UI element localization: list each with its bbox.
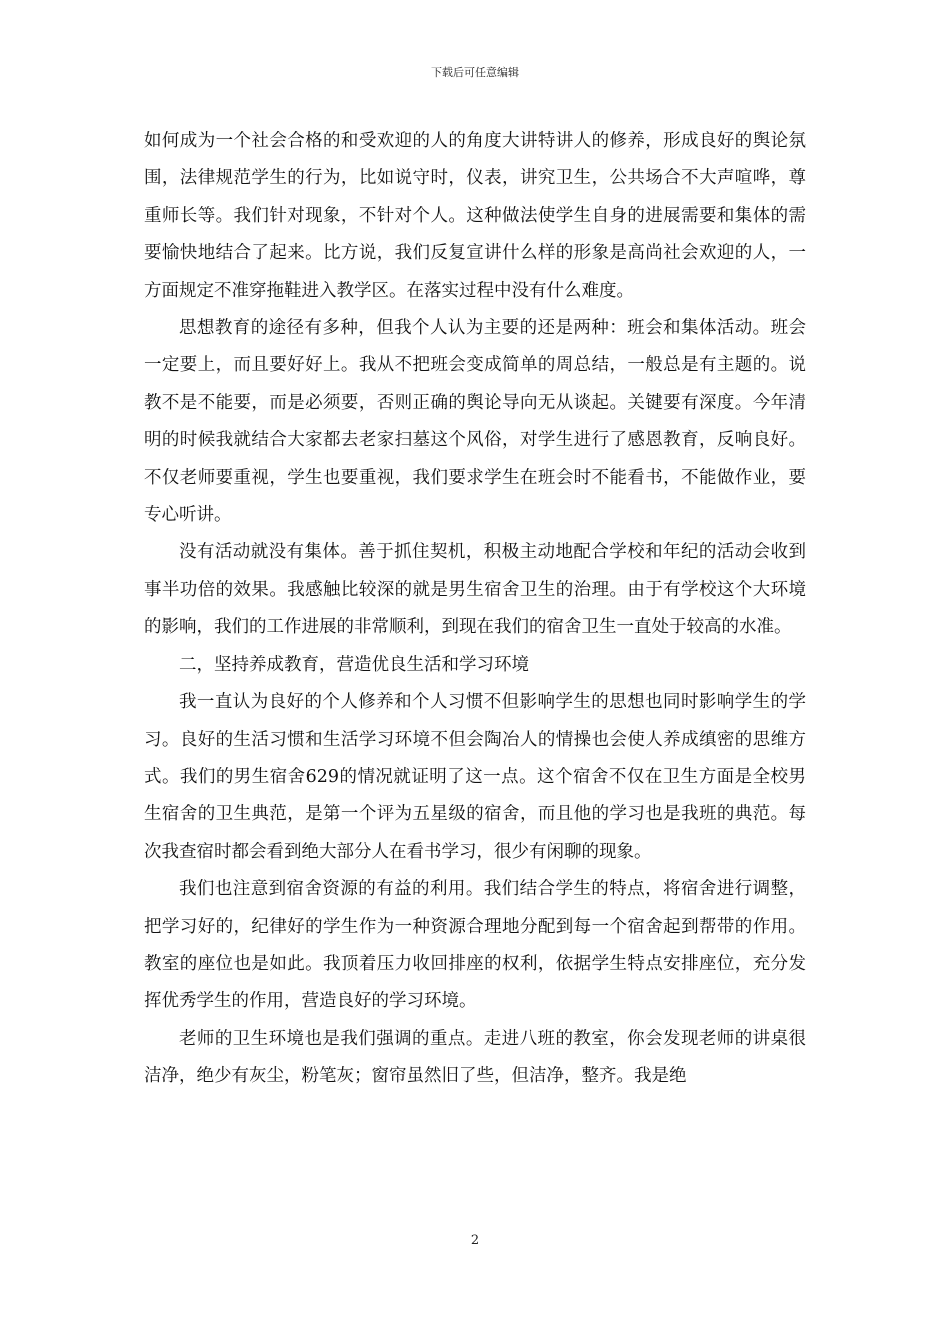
paragraph: 我一直认为良好的个人修养和个人习惯不但影响学生的思想也同时影响学生的学习。良好的生活习惯和生活学习环境不但会陶冶人的情操也会使人养成缜密的思维方式。我们的男生宿舍629的情况就证明了这一点。这个宿舍不仅在卫生方面是全校男生宿舍的卫生典范，是第一个评为五星级的宿舍，而且他的学习也是我班的典范。每次我查宿时都会看到绝大部分人在看书学习，很少有闲聊的现象。	[144, 692, 806, 862]
paragraph: 思想教育的途径有多种，但我个人认为主要的还是两种：班会和集体活动。班会一定要上，而且要好好上。我从不把班会变成简单的周总结，一般总是有主题的。说教不是不能要，而是必须要，否则正确的舆论导向无从谈起。关键要有深度。今年清明的时候我就结合大家都去老家扫墓这个风俗，对学生进行了感恩教育，反响良好。不仅老师要重视，学生也要重视，我们要求学生在班会时不能看书，不能做作业，要专心听讲。	[144, 318, 806, 526]
page-header: 下载后可任意编辑	[431, 66, 519, 79]
paragraph: 没有活动就没有集体。善于抓住契机，积极主动地配合学校和年纪的活动会收到事半功倍的效果。我感触比较深的就是男生宿舍卫生的治理。由于有学校这个大环境的影响，我们的工作进展的非常顺利，到现在我们的宿舍卫生一直处于较高的水准。	[144, 542, 806, 638]
paragraph: 如何成为一个社会合格的和受欢迎的人的角度大讲特讲人的修养，形成良好的舆论氛围，法律规范学生的行为，比如说守时，仪表，讲究卫生，公共场合不大声喧哗，尊重师长等。我们针对现象，不针对个人。这种做法使学生自身的进展需要和集体的需要愉快地结合了起来。比方说，我们反复宣讲什么样的形象是高尚社会欢迎的人，一方面规定不准穿拖鞋进入教学区。在落实过程中没有什么难度。	[144, 131, 806, 301]
page-number: 2	[470, 1233, 480, 1248]
paragraph: 老师的卫生环境也是我们强调的重点。走进八班的教室，你会发现老师的讲桌很洁净，绝少有灰尘，粉笔灰；窗帘虽然旧了些，但洁净，整齐。我是绝	[144, 1028, 806, 1087]
section-heading: 二，坚持养成教育，营造优良生活和学习环境	[179, 654, 529, 675]
document-body	[144, 123, 806, 1096]
paragraph: 我们也注意到宿舍资源的有益的利用。我们结合学生的特点，将宿舍进行调整，把学习好的，纪律好的学生作为一种资源合理地分配到每一个宿舍起到帮带的作用。教室的座位也是如此。我顶着压力收回排座的权利，依据学生特点安排座位，充分发挥优秀学生的作用，营造良好的学习环境。	[144, 879, 806, 1012]
